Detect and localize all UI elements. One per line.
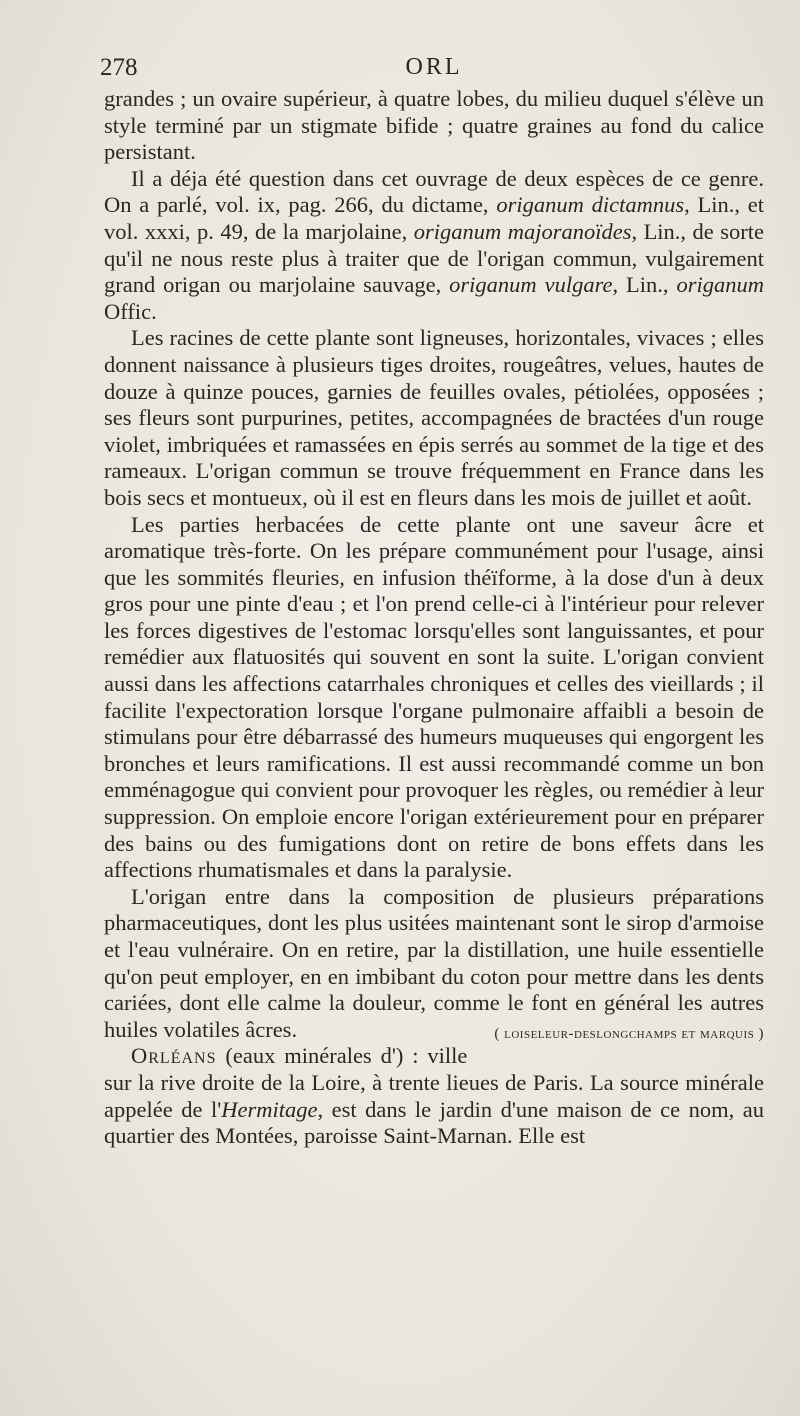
text-run: (eaux minérales d') : ville sur la rive droite de la Loire, à trente lieues de Paris. La source minérale appelée de l'	[104, 1043, 764, 1122]
paragraph-uses: Les parties herbacées de cette plante ont une saveur âcre et aromatique très-forte. On les prépare communément pour l'usage, ainsi que les sommités fleuries, en infusion théïforme, à la dose d'un à deux gros pour une pinte d'eau ; et l'on prend celle-ci à l'intérieur pour relever les forces digestives de l'estomac lorsqu'elles sont languissantes, et pour remédier aux flatuosités qui souvent en sont la suite. L'origan convient aussi dans les affections catarrhales chroniques et celles des vieillards ; il facilite l'expectoration lorsque l'organe pulmonaire affaibli a besoin de stimulans pour être débarrassé des humeurs muqueuses qui engorgent les bronches et leurs ramifications. Il est aussi recommandé comme un bon emménagogue qui convient pour provoquer les règles, ou remédier à leur suppression. On emploie encore l'origan extérieurement pour en préparer des bains ou des fumigations dont on retire de bons effets dans les affections rhumatismales et dans la paralysie.	[104, 511, 764, 883]
text-run: Offic.	[104, 298, 157, 324]
text-run: , Lin., et vol. xxxi, p. 49, de la marjolaine,	[104, 192, 765, 244]
latin-name-dictamnus: origanum dictamnus	[496, 192, 685, 218]
paragraph-flower-description: grandes ; un ovaire supérieur, à quatre lobes, du milieu duquel s'élève un style terminé par un stigmate bifide ; quatre graines au fond du calice persistant.	[104, 86, 764, 165]
body-text	[104, 86, 764, 1150]
entry-heading-orleans: Orléans	[131, 1043, 217, 1069]
paragraph-genre-species	[104, 166, 764, 326]
text-run: , est dans le jardin d'une maison de ce nom, au quartier des Montées, paroisse Saint-Marnan. Elle est	[104, 1096, 764, 1149]
place-name-hermitage: Hermitage	[221, 1096, 318, 1122]
text-run: Il a déja été question dans cet ouvrage de deux espèces de ce genre. On a parlé, vol. ix, pag. 266, du dictame,	[104, 165, 764, 218]
latin-name-majoranoides: origanum majoranoïdes	[413, 218, 632, 244]
latin-name-vulgare: origanum vulgare	[449, 272, 613, 298]
text-run: L'origan entre dans la composition de plusieurs préparations pharmaceutiques, dont les plus usitées maintenant sont le sirop d'armoise et l'eau vulnéraire. On en retire, par la distillation, une huile essentielle qu'on peut employer, en en imbibant du coton pour mettre dans les dents cariées, dont elle calme la douleur, comme le font en général les autres huiles volatiles âcres.	[104, 883, 764, 1042]
running-title: ORL	[405, 54, 463, 80]
paragraph-roots: Les racines de cette plante sont ligneuses, horizontales, vivaces ; elles donnent naissance à plusieurs tiges droites, rougeâtres, velues, hautes de douze à quinze pouces, garnies de feuilles ovales, pétiolées, opposées ; ses fleurs sont purpurines, petites, accompagnées de bractées d'un rouge violet, imbriquées et ramassées en épis serrés au sommet de la tige et des rameaux. L'origan commun se trouve fréquemment en France dans les bois secs et montueux, où il est en fleurs dans les mois de juillet et août.	[104, 325, 764, 510]
text-run: , Lin., de sorte qu'il ne nous reste plus à traiter que de l'origan commun, vulgairement grand origan ou marjolaine sauvage,	[104, 218, 764, 298]
running-head	[100, 54, 768, 88]
text-run: , Lin.,	[612, 272, 677, 298]
paragraph-orleans	[104, 1043, 764, 1149]
paragraph-preparations	[104, 884, 764, 1044]
page-number: 278	[100, 54, 138, 81]
author-attribution: ( loiseleur-deslongchamps et marquis )	[494, 1025, 764, 1042]
latin-name-origanum: origanum	[676, 272, 764, 298]
